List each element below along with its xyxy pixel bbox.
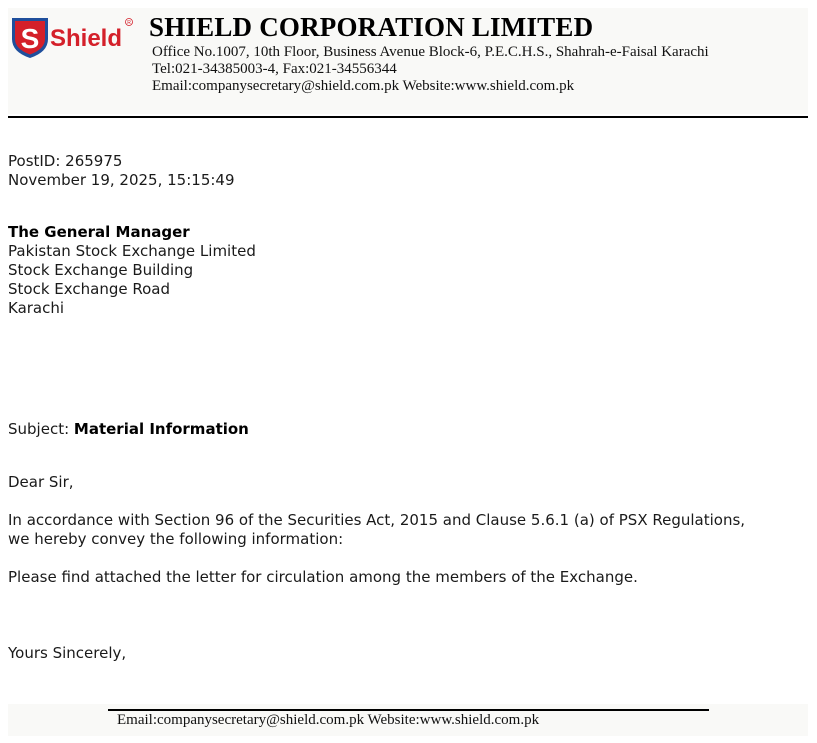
salutation: Dear Sir, [8,473,74,491]
svg-text:R: R [127,20,131,26]
company-phone-fax: Tel:021-34385003-4, Fax:021-34556344 [152,61,397,77]
body-paragraph-1-line-2: we hereby convey the following information: [8,530,344,548]
recipient-title: The General Manager [8,223,190,241]
closing: Yours Sincerely, [8,644,127,662]
subject-value: Material Information [73,420,249,438]
company-email-website: Email:companysecretary@shield.com.pk Website:www.shield.com.pk [152,78,575,94]
recipient-line-2: Stock Exchange Building [8,261,194,279]
header-divider [8,116,808,118]
body-paragraph-1-line-1: In accordance with Section 96 of the Securities Act, 2015 and Clause 5.6.1 (a) of PSX Regulations, [8,511,746,529]
subject-label: Subject: [8,420,74,438]
company-address: Office No.1007, 10th Floor, Business Avenue Block-6, P.E.C.H.S., Shahrah-e-Faisal Karachi [152,44,709,60]
recipient-line-1: Pakistan Stock Exchange Limited [8,242,256,260]
footer-divider [108,709,709,711]
recipient-line-3: Stock Exchange Road [8,280,170,298]
svg-text:S: S [20,23,40,54]
post-id: PostID: 265975 [8,152,123,170]
subject-line [8,420,249,439]
logo-wordmark: Shield [50,25,123,52]
body-paragraph-2: Please find attached the letter for circulation among the members of the Exchange. [8,568,638,586]
company-name: SHIELD CORPORATION LIMITED [149,12,594,42]
post-datetime: November 19, 2025, 15:15:49 [8,171,235,189]
shield-logo [9,15,135,59]
letterhead [8,8,808,114]
recipient-city: Karachi [8,299,65,317]
footer-contact: Email:companysecretary@shield.com.pk Website:www.shield.com.pk [117,712,540,728]
